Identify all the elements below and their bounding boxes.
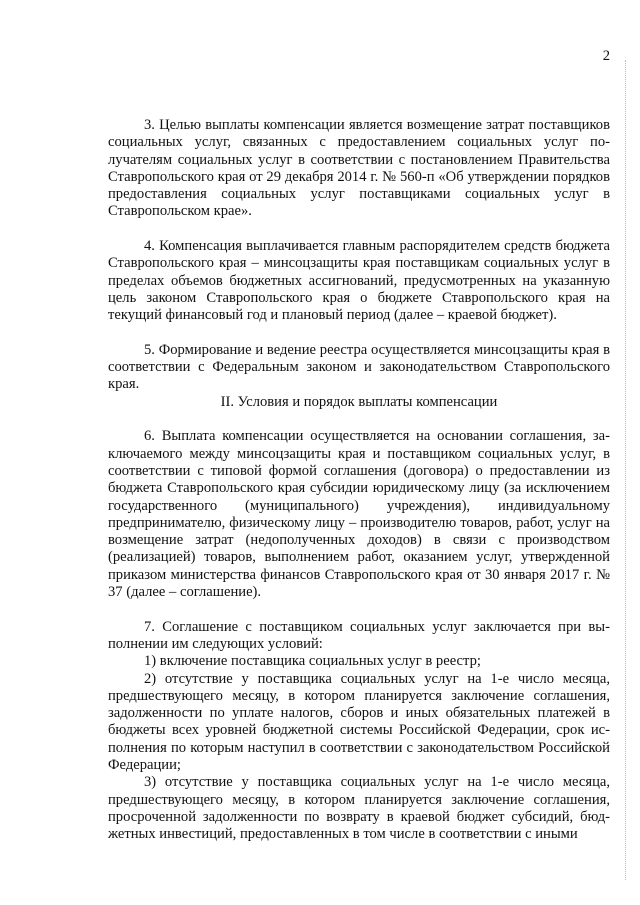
section-heading: II. Условия и порядок выплаты компенсации (220, 393, 498, 410)
paragraph-4: 4. Компенсация выплачивается главным распорядителем средств бюджета Ставропольского края – минсоцзащиты края поставщикам социальных услуг в пределах объемов бюджетных ассигнований, предусмотренных на указанную цель законом Ставропольского края о бюджете Ставропольского края на текущий финансовый год и плановый период (далее – краевой бюджет). (108, 238, 610, 324)
paragraph-7-item-2: 2) отсутствие у поставщика социальных услуг на 1-е число месяца, предшествующего месяцу, в котором планируется заключение соглашения, задолженности по уплате налогов, сборов и иных обязательных платежей в бюджеты всех уровней бюджетной системы Российской Федерации, срок исполнения по которым наступил в соответствии с законодательством Российской Федерации; (108, 670, 610, 773)
page-number: 2 (602, 48, 610, 64)
paragraph-6: 6. Выплата компенсации осуществляется на основании соглашения, заключаемого между минсоцзащиты края и поставщиком социальных услуг, в соответствии с типовой формой соглашения (договора) о предоставлении из бюджета Ставропольского края субсидии юридическому лицу (за исключением государственного (муниципального) учреждения), индивидуальному предпринимателю, физическому лицу – производителю товаров, работ, услуг на возмещение затрат (недополученных доходов) в связи с производством (реализацией) товаров, выполнением работ, оказанием услуг, утвержденной приказом министерства финансов Ставропольского края от 30 января 2017 г. № 37 (далее – соглашение). (108, 428, 610, 601)
paragraph-5: 5. Формирование и ведение реестра осуществляется минсоцзащиты края в соответствии с Федеральным законом и законодательством Ставропольского края. (108, 341, 610, 393)
scan-margin-line (625, 60, 626, 880)
paragraph-7-item-1: 1) включение поставщика социальных услуг в реестр; (144, 653, 481, 670)
paragraph-7: 7. Соглашение с поставщиком социальных услуг заключается при выполнении им следующих условий: (108, 618, 610, 652)
paragraph-3: 3. Целью выплаты компенсации является возмещение затрат поставщиков социальных услуг, связанных с предоставлением социальных услуг получателям социальных услуг в соответствии с постановлением Правительства Ставропольского края от 29 декабря 2014 г. № 560-п «Об утверждении порядков предоставления социальных услуг поставщиками социальных услуг в Ставропольском крае». (108, 117, 610, 220)
paragraph-7-item-3: 3) отсутствие у поставщика социальных услуг на 1-е число месяца, предшествующего месяцу, в котором планируется заключение соглашения, просроченной задолженности по возврату в краевой бюджет субсидий, бюджетных инвестиций, предоставленных в том числе в соответствии с иными (108, 774, 610, 843)
document-body (108, 117, 610, 843)
